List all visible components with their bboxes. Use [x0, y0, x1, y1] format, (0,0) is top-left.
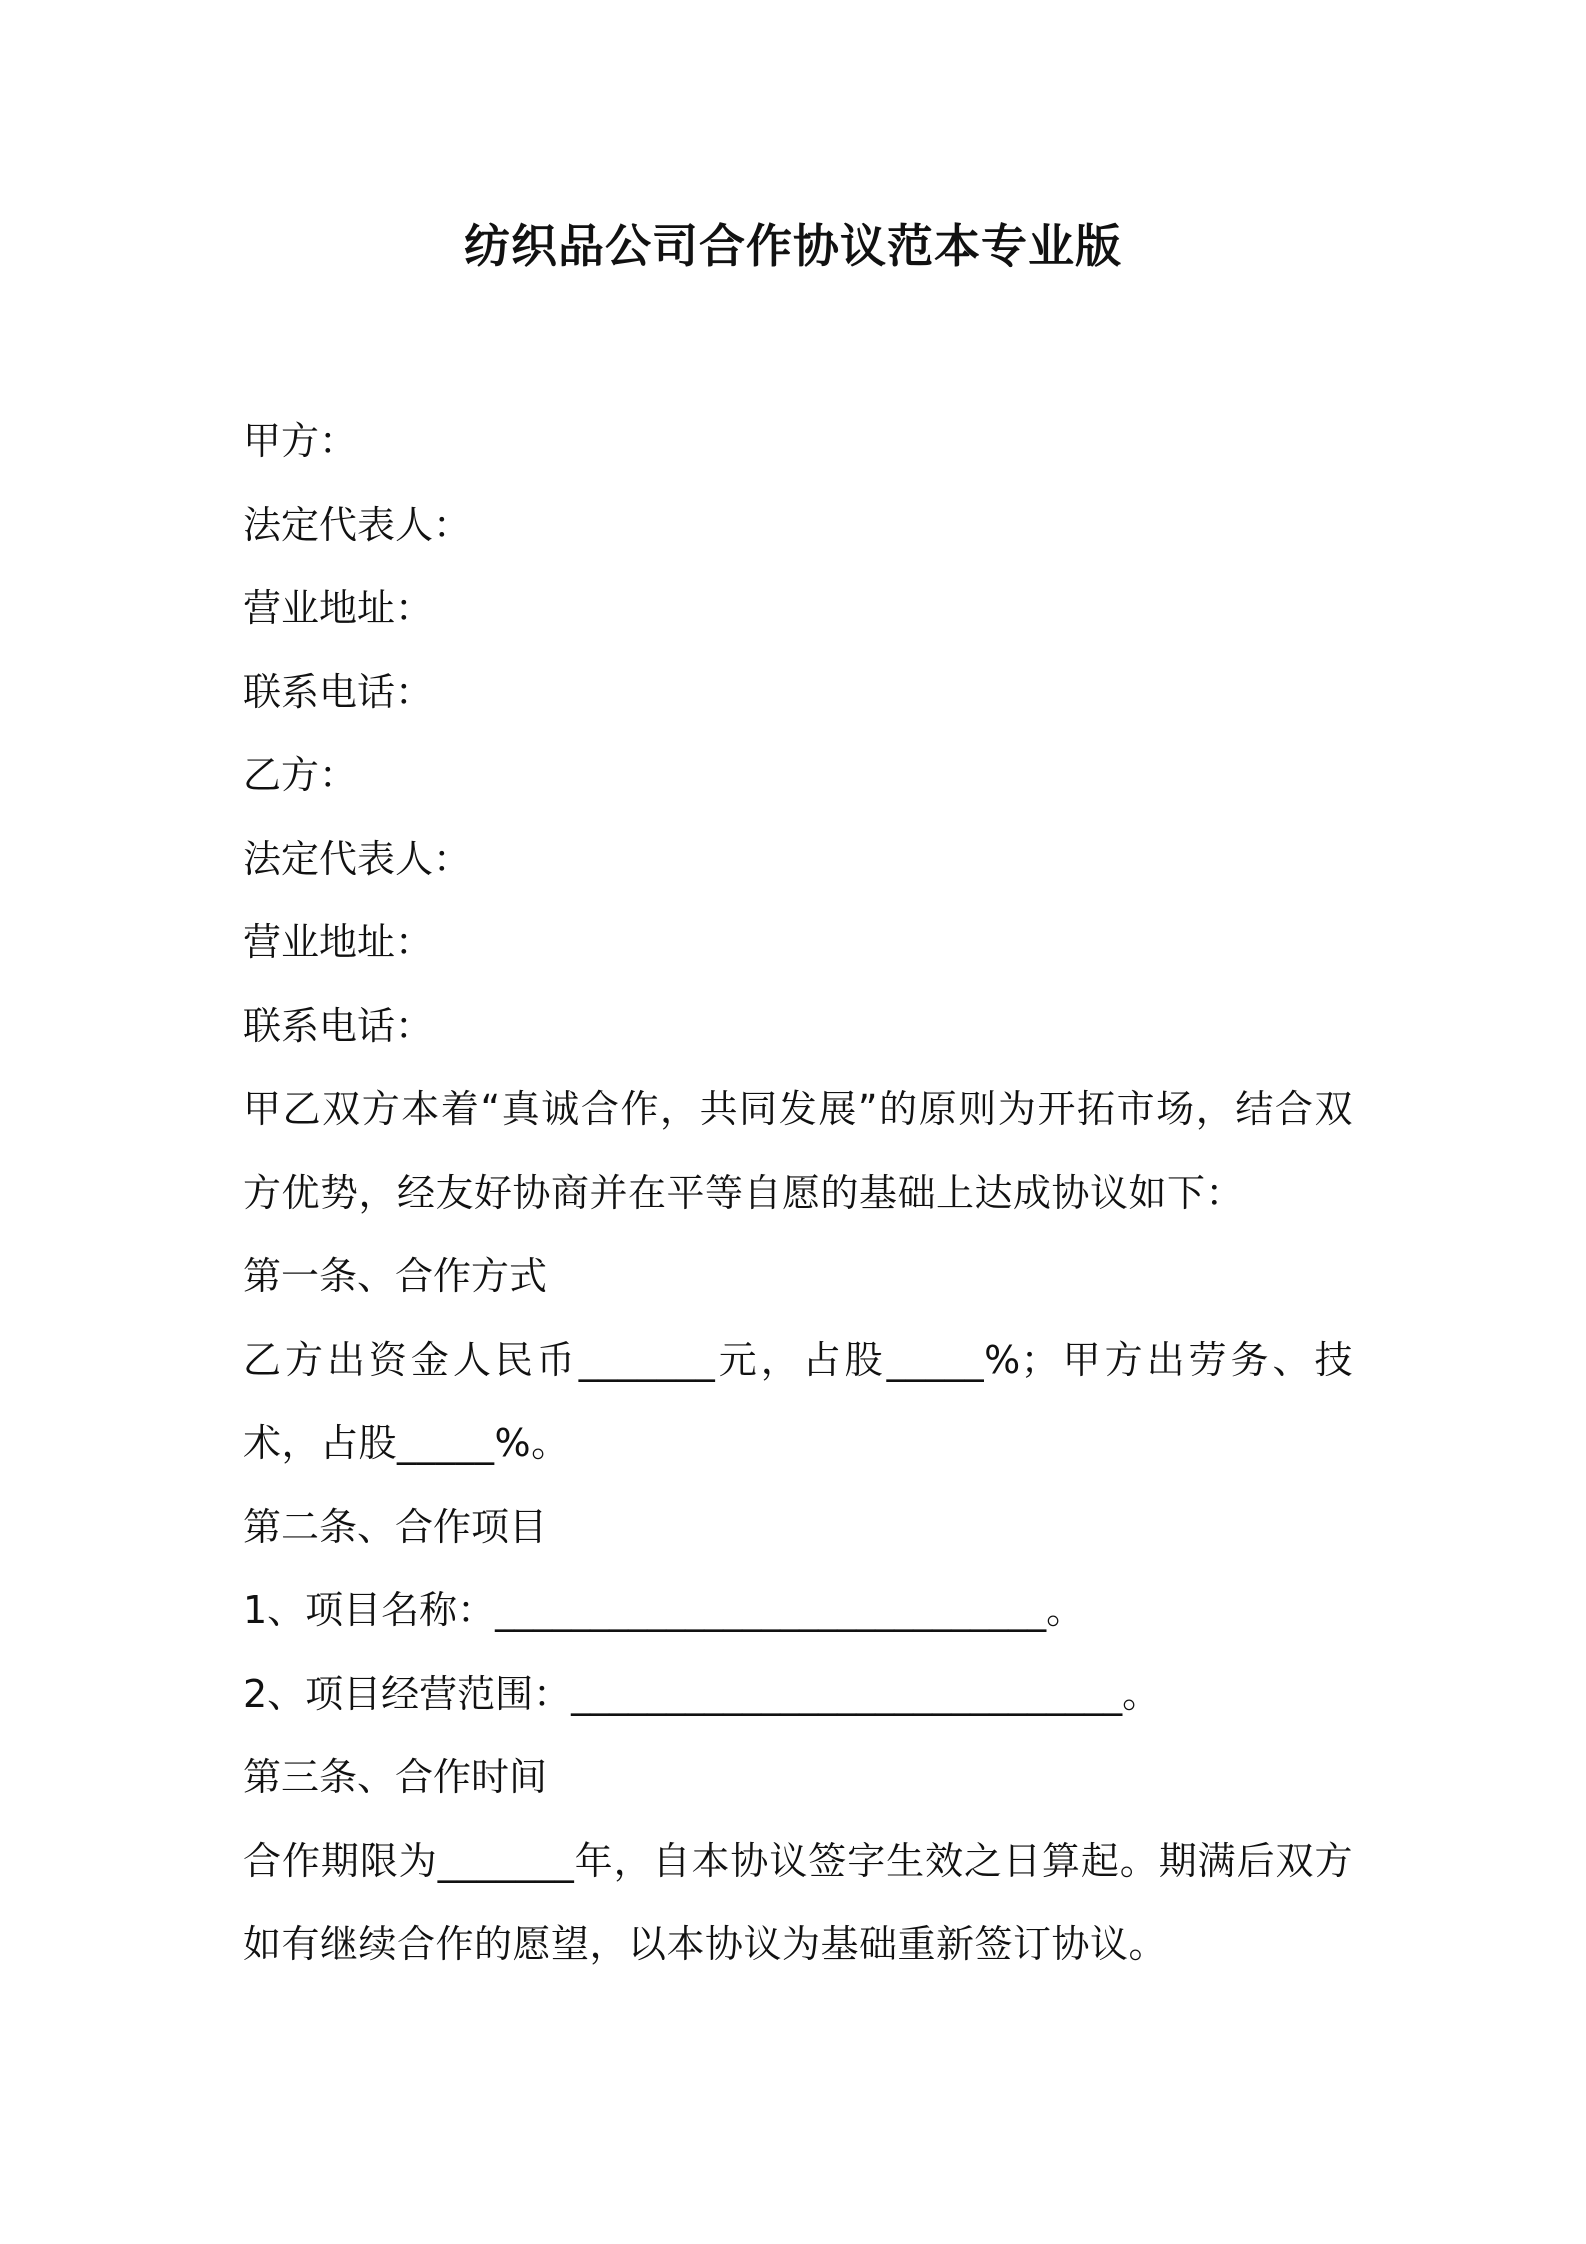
party-a-representative-label: 法定代表人： [243, 502, 472, 547]
party-a-label: 甲方： [243, 419, 358, 463]
article-2-item-2: 2、项目经营范围：_____________________________。 [243, 1671, 1161, 1716]
article-3-text: 合作期限为_______年，自本协议签字生效之日算起。期满后双方如有继续合作的愿望，以本协议为基础重新签订协议。 [243, 1838, 1353, 1966]
party-a-address-label: 营业地址： [243, 586, 434, 630]
party-b-address-label: 营业地址： [243, 920, 434, 964]
article-1-heading: 第一条、合作方式 [243, 1254, 548, 1298]
party-b-representative-label: 法定代表人： [243, 836, 472, 881]
document-body [243, 400, 1353, 1987]
article-3-heading: 第三条、合作时间 [243, 1755, 548, 1799]
party-b-phone-label: 联系电话： [243, 1003, 434, 1048]
document-title: 纺织品公司合作协议范本专业版 [464, 219, 1122, 273]
party-a-phone-label: 联系电话： [243, 669, 434, 714]
party-b-label: 乙方： [243, 753, 358, 797]
article-2-heading: 第二条、合作项目 [243, 1504, 548, 1549]
article-1-text: 乙方出资金人民币_______元，占股_____%；甲方出劳务、技术，占股_____%。 [243, 1337, 1353, 1465]
preamble-paragraph: 甲乙双方本着“真诚合作，共同发展”的原则为开拓市场，结合双方优势，经友好协商并在平等自愿的基础上达成协议如下： [243, 1087, 1353, 1215]
article-2-item-1: 1、项目名称：_____________________________。 [243, 1588, 1085, 1632]
